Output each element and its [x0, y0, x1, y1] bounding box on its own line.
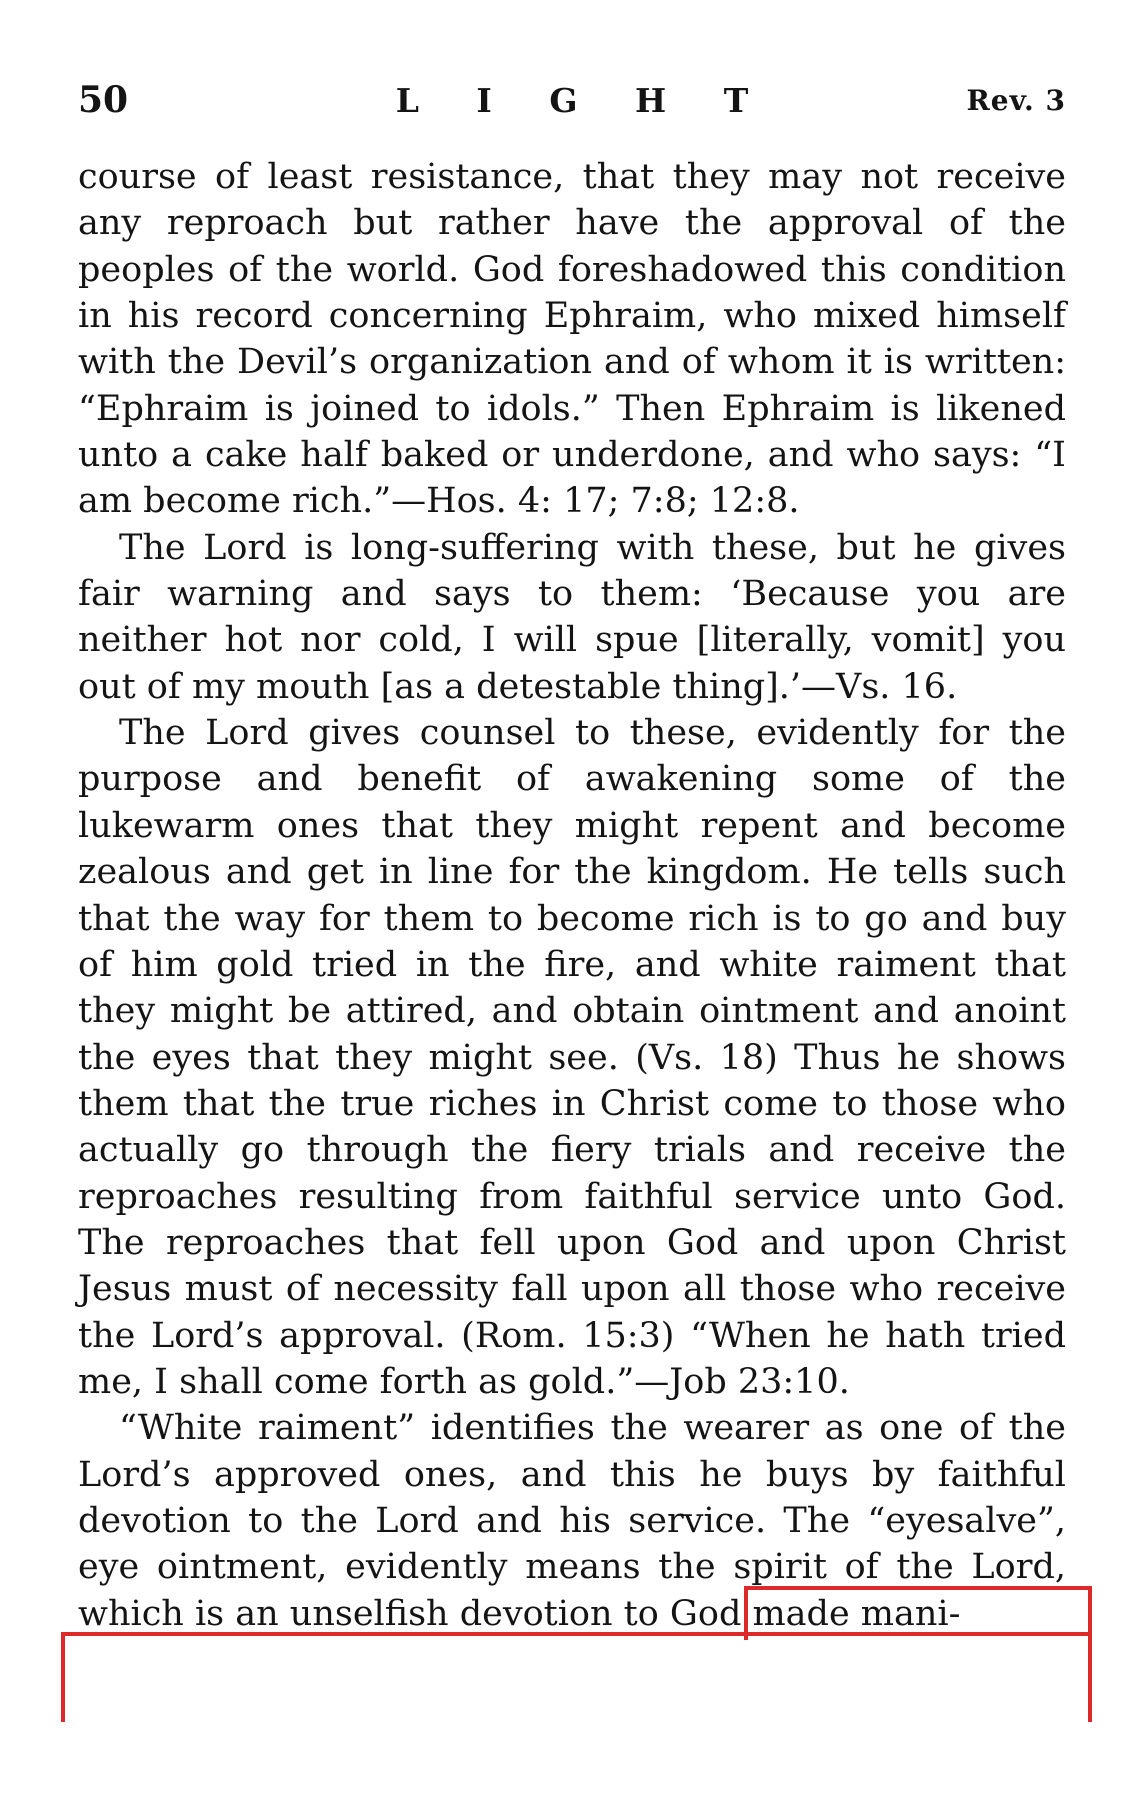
highlight-box-lower [61, 1632, 1092, 1722]
chapter-reference: Rev. 3 [966, 83, 1066, 117]
page-number: 50 [78, 79, 129, 121]
running-head [78, 70, 1066, 130]
body-text [78, 154, 1066, 1637]
paragraph: “White raiment” identifies the wearer as one of the Lord’s approved ones, and this he buys by faithful devotion to the Lord and his service. The “eyesalve”, eye ointment, evidently means the spirit of the Lord, which is an unselfish devotion to God made mani- [78, 1408, 1066, 1634]
paragraph: The Lord gives counsel to these, evidently for the purpose and benefit of awakening some of the lukewarm ones that they might repent and become zealous and get in line for the kingdom. He tells such that the way for them to become rich is to go and buy of him gold tried in the fire, and white raiment that they might be attired, and obtain ointment and anoint the eyes that they might see. (Vs. 18) Thus he shows them that the true riches in Christ come to those who actually go through the fiery trials and receive the reproaches resulting from faithful service unto God. The reproaches that fell upon God and upon Christ Jesus must of necessity fall upon all those who receive the Lord’s approval. (Rom. 15:3) “When he hath tried me, I shall come forth as gold.”—Job 23:10. [78, 713, 1066, 1402]
paragraph: The Lord is long-suffering with these, but he gives fair warning and says to them: ‘Because you are neither hot nor cold, I will spue [literally, vomit] you out of my mouth [as a detestable thing].’—Vs. 16. [78, 527, 1066, 707]
running-title: L I G H T [395, 80, 772, 120]
paragraph: course of least resistance, that they may not receive any reproach but rather have the approval of the peoples of the world. God foreshadowed this condition in his record concerning Ephraim, who mixed himself with the Devil’s organization and of whom it is written: “Ephraim is joined to idols.” Then Ephraim is likened unto a cake half baked or underdone, and who says: “I am become rich.”—Hos. 4: 17; 7:8; 12:8. [78, 157, 1066, 522]
